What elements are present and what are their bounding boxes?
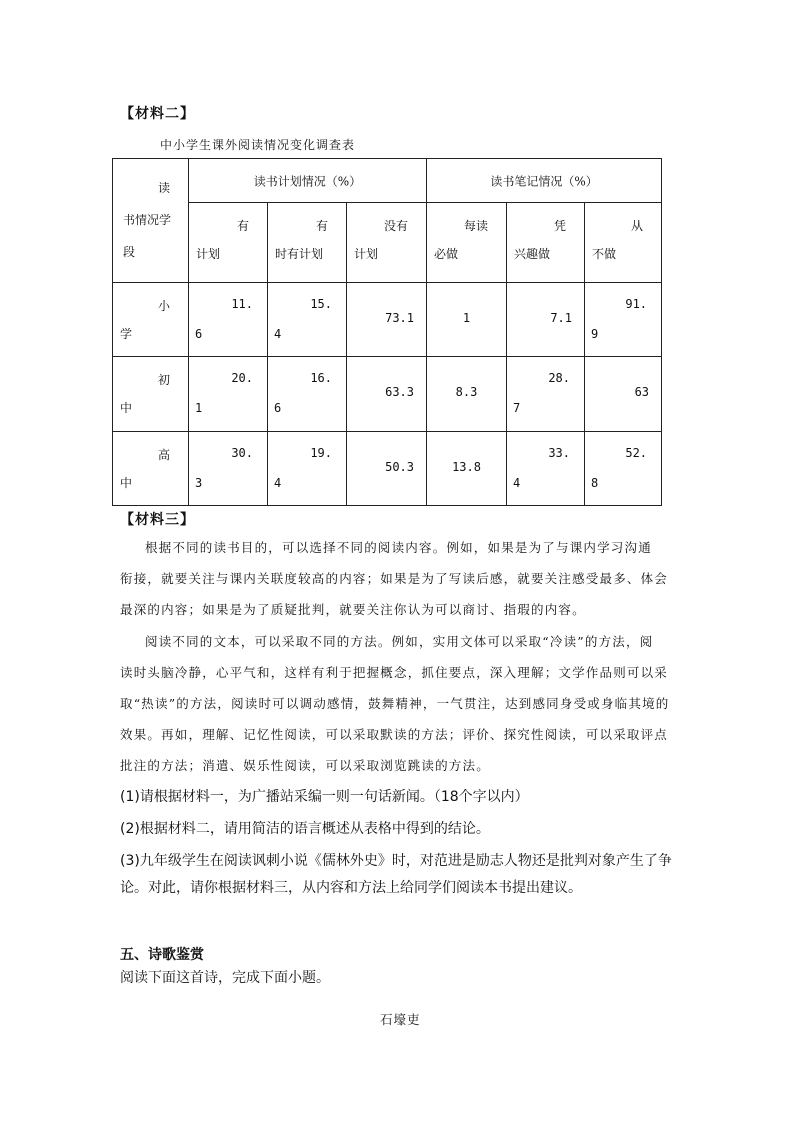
subheader-cell: 凭 兴趣做 (507, 203, 585, 283)
question-1: (1)请根据材料一，为广播站采编一则一句话新闻。（18个字以内） (120, 789, 529, 805)
stage-cell: 高 中 (113, 432, 189, 506)
subheader-cell: 有 时有计划 (268, 203, 347, 283)
subheader-cell: 没有 计划 (347, 203, 427, 283)
data-cell: 11. 6 (189, 283, 268, 357)
subheader-cell: 从 不做 (585, 203, 662, 283)
question-3: (3)九年级学生在阅读讽刺小说《儒林外史》时，对范进是励志人物还是批判对象产生了争 论。对此，请你根据材料三，从内容和方法上给同学们阅读本书提出建议。 (120, 853, 672, 896)
table-caption: 中小学生课外阅读情况变化调查表 (160, 138, 356, 152)
question-2: (2)根据材料二，请用简洁的语言概述从表格中得到的结论。 (120, 821, 490, 837)
material3-paragraph-1: 根据不同的读书目的，可以选择不同的阅读内容。例如，如果是为了与课内学习沟通 衔接，就要关注与课内关联度较高的内容；如果是为了写读后感，就要关注感受最多、体会 最深的内容；如果是为了质疑批判，就要关注你认为可以商讨、指瑕的内容。 (120, 540, 669, 617)
data-cell: 63.3 (347, 357, 427, 432)
data-cell: 73.1 (347, 283, 427, 357)
data-cell: 19. 4 (268, 432, 347, 506)
stage-cell: 小 学 (113, 283, 189, 357)
section-instruction: 阅读下面这首诗，完成下面小题。 (120, 970, 330, 986)
table-row (113, 283, 662, 357)
table-row (113, 357, 662, 432)
data-cell: 50.3 (347, 432, 427, 506)
data-cell: 7.1 (507, 283, 585, 357)
group-header-notes: 读书笔记情况（%） (427, 159, 662, 203)
data-cell: 28. 7 (507, 357, 585, 432)
data-cell: 30. 3 (189, 432, 268, 506)
subheader-cell: 有 计划 (189, 203, 268, 283)
stage-cell: 初 中 (113, 357, 189, 432)
data-cell: 91. 9 (585, 283, 662, 357)
section-title: 五、诗歌鉴赏 (120, 947, 204, 963)
data-cell: 15. 4 (268, 283, 347, 357)
group-header-plan: 读书计划情况（%） (189, 159, 427, 203)
data-cell: 33. 4 (507, 432, 585, 506)
data-cell: 13.8 (427, 432, 507, 506)
data-cell: 8.3 (427, 357, 507, 432)
data-cell: 63 (585, 357, 662, 432)
data-cell: 52. 8 (585, 432, 662, 506)
corner-header-cell: 读 书情况学 段 (113, 159, 189, 283)
survey-table (112, 158, 662, 506)
data-cell: 1 (427, 283, 507, 357)
material3-heading: 【材料三】 (120, 512, 195, 528)
subheader-cell: 每读 必做 (427, 203, 507, 283)
poem-title: 石壕吏 (380, 1012, 421, 1027)
data-cell: 16. 6 (268, 357, 347, 432)
material3-paragraph-2: 阅读不同的文本，可以采取不同的方法。例如，实用文体可以采取“冷读”的方法，阅 读时头脑冷静，心平气和，这样有利于把握概念，抓住要点，深入理解；文学作品则可以采 取“热读”的方法，阅读时可以调动感情，鼓舞精神，一气贯注，达到感同身受或身临其境的 效果。再如，理解、记忆性阅读，可以采取默读的方法；评价、探究性阅读，可以采取评点 批注的方法；消遣、娱乐性阅读，可以采取浏览跳读的方法。 (120, 634, 670, 773)
table-row (113, 432, 662, 506)
data-cell: 20. 1 (189, 357, 268, 432)
material2-heading: 【材料二】 (120, 106, 195, 122)
